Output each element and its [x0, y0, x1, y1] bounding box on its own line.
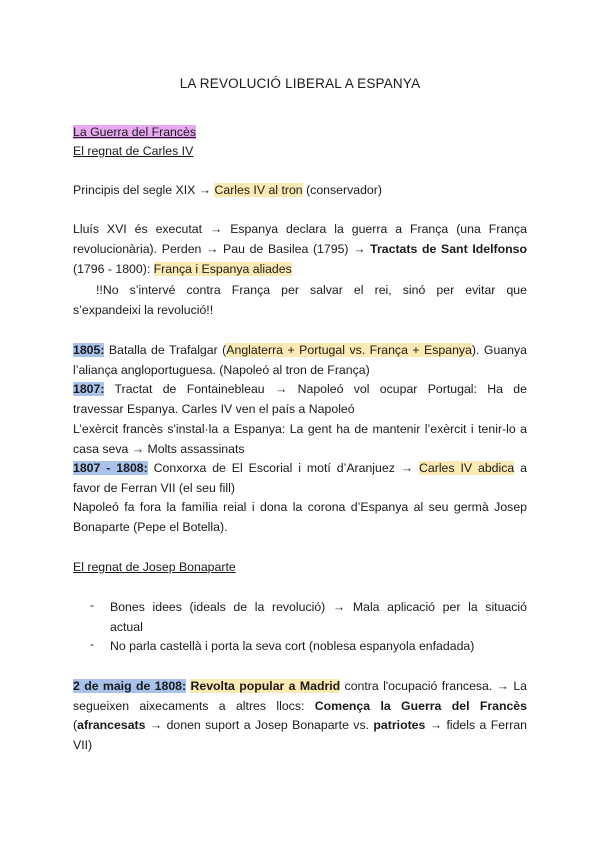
bullet-dash: - — [90, 598, 95, 612]
paragraph-line: (afrancesats → donen suport a Josep Bonaparte vs. patriotes → fidels a Ferran — [73, 718, 527, 732]
section-heading-carles: El regnat de Carles IV — [73, 144, 194, 158]
date-badge: 1807: — [73, 382, 105, 396]
paragraph-line: favor de Ferran VII (el seu fill) — [73, 481, 235, 495]
paragraph-line: 2 de maig de 1808: Revolta popular a Madrid contra l'ocupació francesa. → La — [73, 679, 527, 693]
paragraph-line: 1805: Batalla de Trafalgar (Anglaterra + Portugal vs. França + Espanya). Guanya — [73, 343, 527, 357]
paragraph-line: Lluís XVI és executat → Espanya declara la guerra a França (una França — [73, 222, 527, 236]
paragraph-line: 1807: Tractat de Fontainebleau → Napoleó vol ocupar Portugal: Ha de — [73, 382, 527, 396]
paragraph-principis: Principis del segle XIX → Carles IV al tron (conservador) — [73, 183, 382, 197]
list-item-text: actual — [110, 620, 143, 634]
document-title: LA REVOLUCIÓ LIBERAL A ESPANYA — [179, 76, 421, 91]
bullet-dash: - — [90, 637, 95, 651]
highlight-alliance: Anglaterra + Portugal vs. França + Espanya — [226, 343, 472, 357]
section-heading-guerra: La Guerra del Francès — [73, 125, 197, 139]
paragraph-line: s’expandeixi la revolució!! — [73, 303, 214, 317]
paragraph-line: Napoleó fa fora la família reial i dona la corona d’Espanya al seu germà Josep — [73, 500, 527, 514]
list-item-text: Bones idees (ideals de la revolució) → Mala aplicació per la situació — [110, 600, 527, 614]
highlight-aliades: França i Espanya aliades — [153, 262, 292, 276]
paragraph-line: revolucionària). Perden → Pau de Basilea (1795) → Tractats de Sant Idelfonso — [73, 242, 527, 256]
highlight-abdica: Carles IV abdica — [419, 461, 515, 475]
section-heading-josep: El regnat de Josep Bonaparte — [73, 560, 236, 574]
paragraph-line: travessar Espanya. Carles IV ven el país a Napoleó — [73, 402, 355, 416]
paragraph-line: L’exèrcit francès s'instal·la a Espanya: La gent ha de mantenir l’exèrcit i tenir-lo a — [73, 422, 527, 436]
paragraph-line: l’aliança angloportuguesa. (Napoleó al tron de França) — [73, 363, 370, 377]
list-item-text: No parla castellà i porta la seva cort (noblesa espanyola enfadada) — [110, 639, 475, 653]
date-badge: 1805: — [73, 343, 105, 357]
paragraph-line: VII) — [73, 738, 93, 752]
date-badge: 2 de maig de 1808: — [73, 679, 187, 693]
paragraph-line: Bonaparte (Pepe el Botella). — [73, 520, 228, 534]
paragraph-line: segueixen aixecaments a altres llocs: Comença la Guerra del Francès — [73, 699, 527, 713]
bold-guerra: Comença la Guerra del Francès — [314, 699, 527, 713]
date-badge: 1807 - 1808: — [73, 461, 148, 475]
highlight-carles-tron: Carles IV al tron — [214, 183, 303, 197]
paragraph-line: (1796 - 1800): França i Espanya aliades — [73, 262, 292, 276]
paragraph-line: !!No s’intervé contra França per salvar el rei, sinó per evitar que — [96, 283, 527, 297]
paragraph-line: casa seva → Molts assassinats — [73, 442, 245, 456]
highlight-revolta: Revolta popular a Madrid — [190, 679, 341, 693]
bold-tractats: Tractats de Sant Idelfonso — [370, 242, 527, 256]
paragraph-line: 1807 - 1808: Conxorxa de El Escorial i motí d’Aranjuez → Carles IV abdica a — [73, 461, 527, 475]
